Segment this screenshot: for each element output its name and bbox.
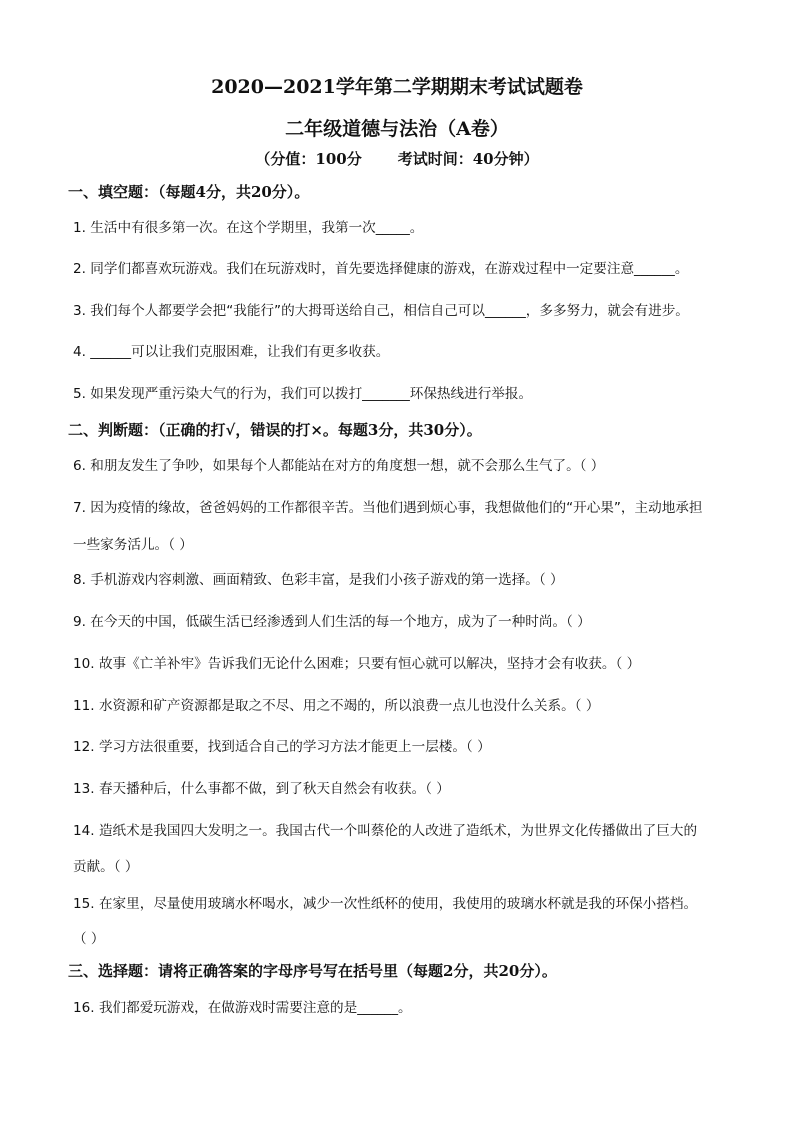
exam-info [0, 148, 794, 169]
time-info: 考试时间：40分钟） [397, 150, 539, 168]
question-item: 2. 同学们都喜欢玩游戏。我们在玩游戏时，首先要选择健康的游戏，在游戏过程中一定要注意______。 [73, 261, 689, 277]
question-item: 15. 在家里，尽量使用玻璃水杯喝水，减少一次性纸杯的使用，我使用的玻璃水杯就是我的环保小搭档。 [73, 896, 698, 912]
question-item: 14. 造纸术是我国四大发明之一。我国古代一个叫蔡伦的人改进了造纸术，为世界文化传播做出了巨大的 [73, 823, 698, 839]
section-heading-multiple-choice: 三、选择题：请将正确答案的字母序号写在括号里（每题2分，共20分）。 [68, 962, 557, 980]
question-item: 3. 我们每个人都要学会把“我能行”的大拇哥送给自己，相信自己可以______，多多努力，就会有进步。 [73, 303, 689, 319]
question-item: 4. ______可以让我们克服困难，让我们有更多收获。 [73, 344, 390, 360]
question-item: 12. 学习方法很重要，找到适合自己的学习方法才能更上一层楼。（ ） [73, 739, 491, 755]
question-item: 6. 和朋友发生了争吵，如果每个人都能站在对方的角度想一想，就不会那么生气了。（ ） [73, 458, 605, 474]
section-heading-true-false: 二、判断题：（正确的打√，错误的打×。每题3分，共30分）。 [68, 421, 482, 439]
question-item: 1. 生活中有很多第一次。在这个学期里，我第一次_____。 [73, 220, 424, 236]
section-heading-fill-blank: 一、填空题：（每题4分，共20分）。 [68, 183, 310, 201]
question-item: 8. 手机游戏内容刺激、画面精致、色彩丰富，是我们小孩子游戏的第一选择。（ ） [73, 572, 564, 588]
question-item: 7. 因为疫情的缘故，爸爸妈妈的工作都很辛苦。当他们遇到烦心事，我想做他们的“开心果”，主动地承担 [73, 500, 703, 516]
question-item: 一些家务活儿。（ ） [73, 537, 193, 553]
exam-title: 2020—2021学年第二学期期末考试试题卷 [211, 76, 583, 98]
question-item: 贡献。（ ） [73, 859, 139, 875]
question-item: 9. 在今天的中国，低碳生活已经渗透到人们生活的每一个地方，成为了一种时尚。（ ） [73, 614, 591, 630]
question-item: （ ） [73, 931, 105, 947]
question-item: 13. 春天播种后，什么事都不做，到了秋天自然会有收获。（ ） [73, 781, 450, 797]
question-item: 11. 水资源和矿产资源都是取之不尽、用之不竭的，所以浪费一点儿也没什么关系。（ ） [73, 698, 600, 714]
exam-subtitle: 二年级道德与法治（A卷） [285, 118, 509, 140]
question-item: 16. 我们都爱玩游戏，在做游戏时需要注意的是______。 [73, 1000, 412, 1016]
question-item: 5. 如果发现严重污染大气的行为，我们可以拨打_______环保热线进行举报。 [73, 386, 533, 402]
score-info: （分值：100分 [255, 150, 362, 168]
question-item: 10. 故事《亡羊补牢》告诉我们无论什么困难；只要有恒心就可以解决，坚持才会有收获。（ ） [73, 656, 641, 672]
